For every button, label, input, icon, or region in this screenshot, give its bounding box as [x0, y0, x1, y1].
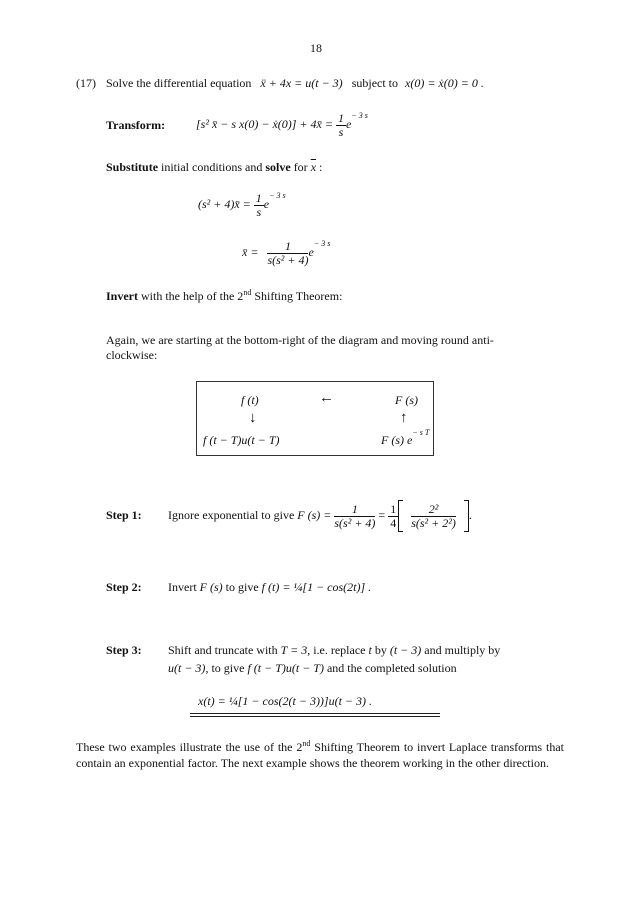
step3-f: f (t − T)u(t − T)	[247, 661, 324, 675]
problem-statement	[106, 76, 484, 90]
step3-text-e: , to give	[205, 661, 245, 675]
diagram-top-left: f (t)	[241, 393, 259, 407]
step2-content	[168, 580, 371, 594]
shifting-diagram	[196, 381, 434, 456]
step3-text-a: Shift and truncate with	[168, 643, 278, 657]
invert-line	[106, 289, 342, 303]
step1-content	[168, 496, 472, 534]
step1-frac2	[388, 503, 398, 530]
step1-eq: =	[378, 508, 386, 522]
solution-underline-2	[190, 716, 440, 717]
step1-text: Ignore exponential to give	[168, 508, 295, 522]
transform-frac-den: s	[338, 124, 344, 139]
eq2-num: 1	[267, 240, 308, 254]
eq2-den: s(s² + 4)	[267, 252, 309, 267]
problem-equation: ẍ + 4x = u(t − 3)	[260, 76, 343, 90]
left-arrow-icon: ←	[319, 390, 334, 406]
problem-lead: Solve the differential equation	[106, 76, 252, 90]
step1-frac2-num: 1	[390, 501, 397, 516]
step1-label: Step 1:	[106, 508, 142, 522]
invert-text-b: Shifting Theorem:	[254, 289, 343, 303]
eq1-exp-power: − 3 s	[269, 191, 286, 200]
step1-frac2-den: 4	[390, 515, 397, 530]
step1-frac1	[334, 503, 375, 530]
step3-sub: (t − 3)	[389, 643, 422, 657]
invert-sup: nd	[243, 288, 252, 297]
step3-text-d: and multiply by	[424, 643, 501, 657]
step3-text-c: by	[374, 643, 387, 657]
eq2-lhs: x̄ =	[242, 245, 259, 259]
eq1-num: 1	[255, 190, 262, 205]
final-solution: x(t) = ¼[1 − cos(2(t − 3))]u(t − 3) .	[198, 694, 373, 708]
diagram-bottom-left: f (t − T)u(t − T)	[203, 433, 280, 447]
step3-T: T = 3	[280, 643, 308, 657]
diagram-bottom-right	[381, 428, 430, 447]
transform-label: Transform:	[106, 118, 166, 132]
step1-frac1-den: s(s² + 4)	[334, 515, 376, 530]
page-number: 18	[310, 41, 322, 55]
step3-line-1	[168, 643, 500, 657]
step3-t: t	[368, 643, 372, 657]
closing-text-a: These two examples illustrate the use of the 2	[76, 740, 303, 754]
substitute-var: $\overline{x}$	[310, 160, 317, 174]
closing-text-b: Shifting Theorem to invert Laplace transforms that contain an exponential factor. The next example shows the theorem working in the other direction.	[76, 740, 564, 770]
invert-bold: Invert	[106, 289, 138, 303]
down-arrow-icon: ↓	[249, 410, 257, 426]
again-line-1: Again, we are starting at the bottom-right of the diagram and moving round anti-	[106, 333, 494, 347]
problem-subject-to: subject to	[351, 76, 399, 90]
step2-text-b: to give	[225, 580, 259, 594]
closing-paragraph	[76, 739, 564, 771]
step3-text-b: , i.e. replace	[307, 643, 366, 657]
transform-exp-power: − 3 s	[351, 111, 368, 120]
again-line-2: clockwise:	[106, 348, 158, 362]
step1-lhs: F (s) =	[297, 508, 332, 522]
step3-u: u(t − 3)	[168, 661, 206, 675]
step3-label: Step 3:	[106, 643, 142, 657]
problem-number: (17)	[76, 76, 96, 90]
eq2-exp-power: − 3 s	[313, 239, 331, 248]
eq1-lhs: (s² + 4)x̄ =	[198, 197, 251, 211]
transform-lhs: [s² x̄ − s x(0) − ẋ(0)] + 4x̄ =	[196, 117, 333, 131]
step1-frac3	[403, 503, 464, 530]
substitute-text1: initial conditions and	[161, 160, 263, 174]
substitute-bold: Substitute	[106, 160, 159, 174]
substitute-colon: :	[319, 160, 323, 174]
diagram-top-right: F (s)	[395, 393, 418, 407]
substitute-text2: for	[293, 160, 308, 174]
step2-label: Step 2:	[106, 580, 142, 594]
step2-result: f (t) = ¼[1 − cos(2t)] .	[261, 580, 372, 594]
solution-underline-1	[190, 713, 440, 714]
eq1-fraction	[254, 192, 264, 219]
diagram-bottom-right-base: F (s) e	[381, 433, 413, 447]
solve-bold: solve	[265, 160, 291, 174]
eq2-fraction	[267, 240, 308, 267]
closing-sup: nd	[302, 739, 311, 748]
solved-equation	[242, 232, 330, 272]
transform-frac-num: 1	[337, 110, 344, 125]
eq1-den: s	[256, 204, 262, 219]
transform-fraction	[336, 112, 346, 139]
step1-frac3-den: s(s² + 2²)	[411, 515, 456, 530]
invert-text-a: with the help of the 2	[141, 289, 244, 303]
substituted-equation	[198, 184, 286, 224]
step3-line-2	[168, 661, 457, 675]
step3-text-f: and the completed solution	[326, 661, 457, 675]
initial-conditions: x(0) = ẋ(0) = 0 .	[405, 76, 484, 90]
step1-period: .	[468, 508, 472, 522]
transform-equation	[196, 104, 368, 144]
step1-frac3-num: 2²	[411, 503, 456, 517]
eq1-exp-base: e	[263, 197, 270, 211]
step2-text-a: Invert	[168, 580, 197, 594]
up-arrow-icon: ↑	[400, 410, 408, 426]
eq2-exp-base: e	[308, 245, 314, 259]
transform-exp-base: e	[345, 117, 352, 131]
substitute-line	[106, 160, 322, 174]
diagram-bottom-right-power: − s T	[412, 428, 430, 437]
step2-func: F (s)	[199, 580, 223, 594]
step1-frac1-num: 1	[334, 503, 375, 517]
